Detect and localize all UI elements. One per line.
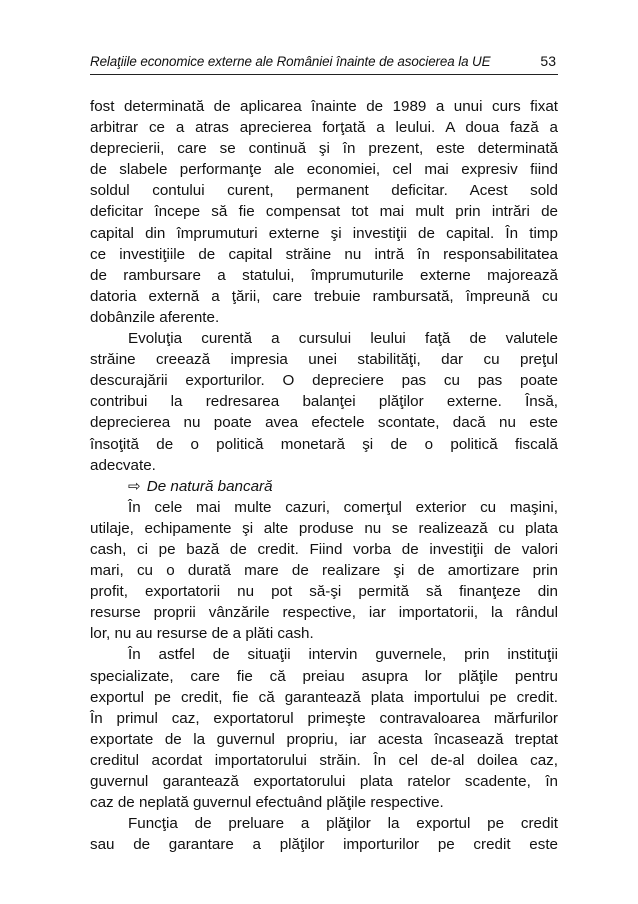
text-line: creditul acordat importatorului străin. În cel de-al doilea caz, (90, 751, 558, 769)
text-line: fost determinată de aplicarea înainte de 1989 a unui curs fixat (90, 98, 558, 115)
text-line: În astfel de situaţii intervin guvernele, prin instituţii (128, 646, 558, 664)
text-line: deprecierea nu poate avea efectele scontate, dacă nu este (90, 414, 558, 432)
text-line: mari, cu o durată mare de realizare şi de amortizare prin (90, 562, 558, 580)
page-number: 53 (540, 53, 556, 69)
text-line: lor, nu au resurse de a plăti cash. (90, 625, 314, 643)
text-line: descurajării exporturilor. O depreciere pas cu pas poate (90, 372, 558, 390)
text-line: specializate, care fie că preiau asupra lor plăţile pentru (90, 667, 558, 685)
section-heading (90, 476, 558, 497)
text-line: sau de garantare a plăţilor importurilor pe credit este (90, 836, 558, 854)
text-line: arbitrar ce a atras aprecierea forţată a leului. A doua fază a (90, 119, 558, 137)
text-line: de rambursare a statului, împrumuturile externe majorează (90, 266, 558, 284)
text-line: deprecierii, care se continuă şi în prezent, este determinată (90, 140, 558, 158)
text-line: dobânzile aferente. (90, 308, 220, 326)
running-title: Relaţiile economice externe ale României înainte de asocierea la UE (90, 54, 491, 69)
text-line: adecvate. (90, 456, 156, 474)
text-line: caz de neplată guvernul efectuând plăţile respective. (90, 794, 444, 812)
text-line: exportate de la guvernul propriu, iar acesta încasează treptat (90, 730, 558, 748)
text-line: de slabele performanţe ale economiei, cel mai expresiv fiind (90, 161, 558, 179)
page-header (90, 52, 558, 75)
text-line: utilaje, echipamente şi alte produse nu se realizează cu plata (90, 519, 558, 537)
section-heading-label: De natură bancară (146, 477, 273, 495)
text-line: ce investiţiile de capital străine nu intră în responsabilitatea (90, 245, 558, 263)
outline-arrow-right-icon: ⇨ (128, 477, 141, 495)
text-line: contribui la redresarea balanţei plăţilor externe. Însă, (90, 393, 558, 411)
text-line: În cele mai multe cazuri, comerţul exterior cu maşini, (128, 498, 558, 516)
text-line: profit, exportatorii nu pot să-şi permită să finanţeze din (90, 583, 558, 601)
text-line: guvernul garantează exportatorului plata ratelor scadente, în (90, 773, 558, 790)
text-line: Evoluţia curentă a cursului leului faţă de valutele (128, 330, 558, 348)
body-text (90, 96, 558, 855)
text-line: În primul caz, exportatorul primeşte contravaloarea mărfurilor (90, 709, 558, 727)
text-line: resurse proprii vânzările respective, iar importatorii, la rândul (90, 604, 558, 622)
text-line: Funcţia de preluare a plăţilor la exportul pe credit (128, 815, 558, 833)
text-line: însoţită de o politică monetară şi de o politică fiscală (90, 435, 558, 453)
text-line: străine creează impresia unei stabilităţi, dar cu preţul (90, 351, 558, 369)
text-line: capital din împrumuturi externe şi investiţii de capital. În timp (90, 224, 558, 242)
text-line: exportul pe credit, fie că garantează plata importului pe credit. (90, 688, 558, 706)
text-line: deficitar începe să fie compensat tot mai mult prin intrări de (90, 203, 558, 221)
text-line: soldul contului curent, permanent deficitar. Acest sold (90, 182, 558, 200)
text-line: cash, ci pe bază de credit. Fiind vorba de investiţii de valori (90, 540, 558, 558)
text-line: datoria externă a ţării, care trebuie rambursată, împreună cu (90, 287, 558, 305)
